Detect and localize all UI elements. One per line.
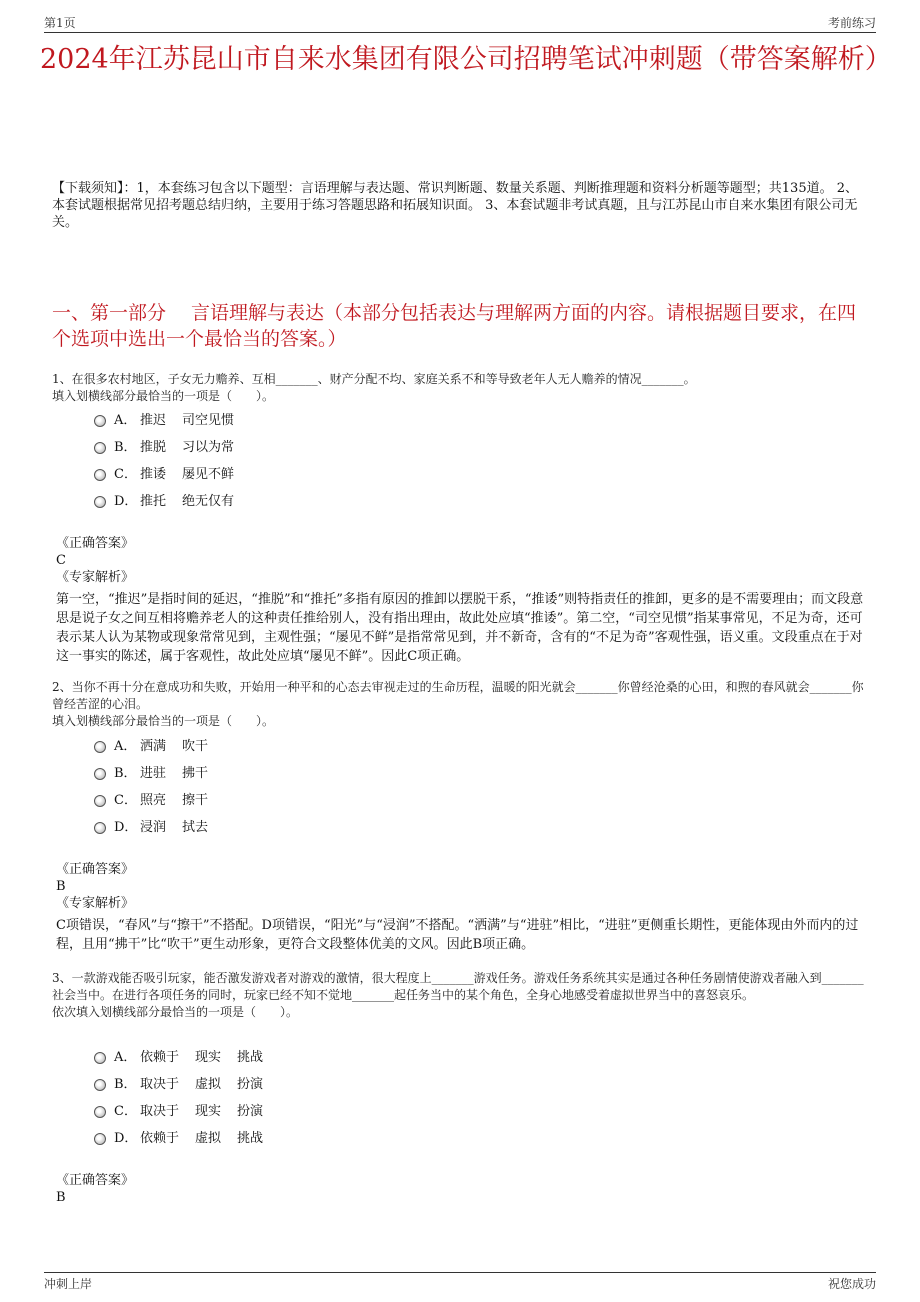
answer-value: B: [56, 1190, 66, 1205]
analysis-text-2: C项错误，“春风”与“擦干”不搭配。D项错误，“阳光”与“浸润”不搭配。“洒满”与“进驻”相比，“进驻”更侧重长期性，更能体现由外而内的过程，且用“拂干”比“吹干”更生动形象，更符合文段整体优美的文风。因此B项正确。: [56, 918, 859, 952]
radio-icon[interactable]: [94, 822, 106, 834]
option-d[interactable]: D． 依赖于 虚拟 挑战: [94, 1129, 263, 1156]
option-d[interactable]: D． 推托 绝无仅有: [94, 492, 250, 519]
question-stem: 3、一款游戏能否吸引玩家，能否激发游戏者对游戏的激情，很大程度上_______游戏任务。游戏任务系统其实是通过各种任务剧情使游戏者融入到_______社会当中。在进行各项任务的同时，玩家已经不知不觉地_______起任务当中的某个角色，全身心地感受着虚拟世界当中的喜怒哀乐。: [52, 971, 864, 1002]
option-b[interactable]: B． 推脱 习以为常: [94, 438, 250, 465]
download-notice: 【下载须知】：1，本套练习包含以下题型：言语理解与表达题、常识判断题、数量关系题、判断推理题和资料分析题等题型；共135道。 2、本套试题根据常见招考题总结归纳，主要用于练习答题思路和拓展知识面。 3、本套试题非考试真题，且与江苏昆山市自来水集团有限公司无关。: [52, 181, 858, 230]
radio-icon[interactable]: [94, 496, 106, 508]
analysis-label: 《专家解析》: [56, 570, 135, 585]
radio-icon[interactable]: [94, 442, 106, 454]
answer-block-3: [56, 1172, 870, 1206]
section-title: 一、第一部分 言语理解与表达（本部分包括表达与理解两方面的内容。请根据题目要求，在四个选项中选出一个最恰当的答案。）: [52, 302, 857, 350]
option-b[interactable]: B． 取决于 虚拟 扮演: [94, 1075, 263, 1102]
radio-icon[interactable]: [94, 415, 106, 427]
question-prompt: 依次填入划横线部分最恰当的一项是（ ）。: [52, 1005, 299, 1019]
radio-icon[interactable]: [94, 1133, 106, 1145]
question-stem: 1、在很多农村地区，子女无力赡养、互相_______、财产分配不均、家庭关系不和等导致老年人无人赡养的情况_______。: [52, 372, 696, 386]
option-d[interactable]: D． 浸润 拭去: [94, 818, 224, 845]
option-a[interactable]: A． 依赖于 现实 挑战: [94, 1048, 263, 1075]
answer-label: 《正确答案》: [56, 862, 135, 877]
radio-icon[interactable]: [94, 795, 106, 807]
question-1: [52, 371, 870, 405]
radio-icon[interactable]: [94, 1052, 106, 1064]
option-c[interactable]: C． 取决于 现实 扮演: [94, 1102, 263, 1129]
question-2: [52, 679, 870, 730]
page-number: 第1页: [44, 16, 76, 30]
answer-value: C: [56, 553, 66, 568]
question-3: [52, 970, 870, 1021]
answer-value: B: [56, 879, 66, 894]
option-b[interactable]: B． 进驻 拂干: [94, 764, 224, 791]
answer-label: 《正确答案》: [56, 536, 135, 551]
document-title: 2024年江苏昆山市自来水集团有限公司招聘笔试冲刺题（带答案解析）: [40, 44, 892, 75]
header-label: 考前练习: [827, 16, 876, 30]
option-c[interactable]: C． 照亮 擦干: [94, 791, 224, 818]
option-a[interactable]: A． 洒满 吹干: [94, 737, 224, 764]
radio-icon[interactable]: [94, 469, 106, 481]
radio-icon[interactable]: [94, 768, 106, 780]
question-prompt: 填入划横线部分最恰当的一项是（ ）。: [52, 389, 275, 403]
answer-block-2: [56, 861, 870, 912]
option-a[interactable]: A． 推迟 司空见惯: [94, 411, 250, 438]
analysis-label: 《专家解析》: [56, 896, 135, 911]
options-2: [94, 737, 224, 845]
options-1: [94, 411, 250, 519]
footer-right: 祝您成功: [827, 1277, 876, 1291]
question-stem: 2、当你不再十分在意成功和失败，开始用一种平和的心态去审视走过的生命历程，温暖的阳光就会_______你曾经沧桑的心田，和煦的春风就会_______你曾经苦涩的心泪。: [52, 680, 864, 711]
answer-label: 《正确答案》: [56, 1173, 135, 1188]
radio-icon[interactable]: [94, 1079, 106, 1091]
footer-left: 冲刺上岸: [44, 1277, 93, 1291]
page-footer: [44, 1272, 876, 1293]
radio-icon[interactable]: [94, 741, 106, 753]
options-3: [94, 1048, 263, 1156]
option-c[interactable]: C． 推诿 屡见不鲜: [94, 465, 250, 492]
question-prompt: 填入划横线部分最恰当的一项是（ ）。: [52, 714, 275, 728]
radio-icon[interactable]: [94, 1106, 106, 1118]
analysis-text-1: 第一空，“推迟”是指时间的延迟，“推脱”和“推托”多指有原因的推卸以摆脱干系，“推诿”则特指责任的推卸，更多的是不需要理由；而文段意思是说子女之间互相将赡养老人的这种责任推给别人，没有指出理由，故此处应填“推诿”。第二空，“司空见惯”指某事常见，不足为奇，还可表示某人认为某物或现象常常见到，主观性强；“屡见不鲜”是指常常见到，并不新奇，含有的“不足为奇”客观性强，语义重。文段重点在于对这一事实的陈述，属于客观性，故此处应填“屡见不鲜”。因此C项正确。: [56, 592, 864, 664]
answer-block-1: [56, 535, 870, 586]
page-header: [44, 12, 876, 33]
